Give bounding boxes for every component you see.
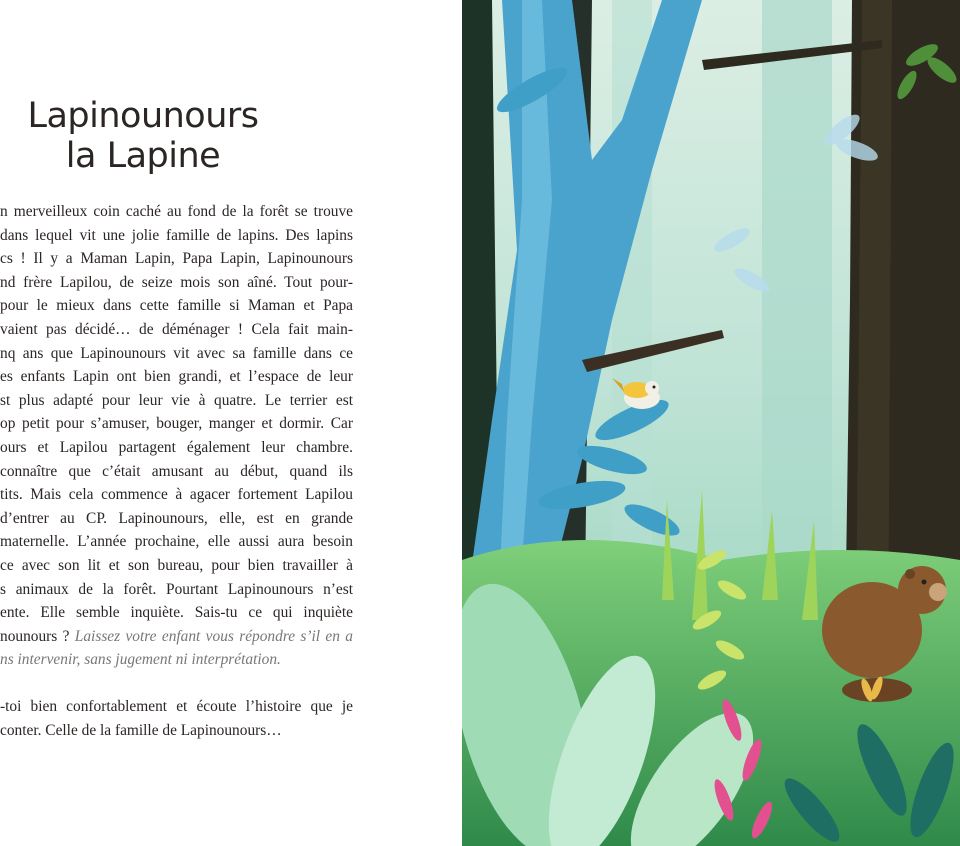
text-line: pour le mieux dans cette famille si Maman et Papa xyxy=(0,297,353,315)
text-line: ente. Elle semble inquiète. Sais-tu ce qui inquiète xyxy=(0,604,353,622)
text-line: nd frère Lapilou, de seize mois son aîné. Tout pour- xyxy=(0,273,353,291)
parent-note-line: ns intervenir, sans jugement ni interprétation. xyxy=(0,651,281,669)
text-line: nq ans que Lapinounours vit avec sa famille dans ce xyxy=(0,344,353,362)
forest-background xyxy=(462,0,960,846)
parent-note-fragment: Laissez votre enfant vous répondre s’il en a xyxy=(74,627,353,645)
text-line: dans lequel vit une jolie famille de lapins. Des lapins xyxy=(0,226,353,244)
story-text xyxy=(0,200,353,743)
text-line: maternelle. L’année prochaine, elle aussi aura besoin xyxy=(0,533,353,551)
page-title xyxy=(0,96,286,176)
text-line: d’entrer au CP. Lapinounours, elle, est en grande xyxy=(0,509,353,527)
text-line: es enfants Lapin ont bien grandi, et l’espace de leur xyxy=(0,368,353,386)
title-line-1: Lapinounours xyxy=(27,96,259,136)
text-line: conter. Celle de la famille de Lapinounours… xyxy=(0,722,282,740)
text-line: vaient pas décidé… de déménager ! Cela fait main- xyxy=(0,320,353,338)
text-line: ours et Lapilou partagent également leur chambre. xyxy=(0,438,353,456)
text-line: tits. Mais cela commence à agacer fortement Lapilou xyxy=(0,486,353,504)
text-line: st plus adapté pour leur vie à quatre. Le terrier est xyxy=(0,391,353,409)
text-line: s animaux de la forêt. Pourtant Lapinounours n’est xyxy=(0,580,353,598)
text-line: connaître que c’était amusant au début, quand ils xyxy=(0,462,353,480)
text-line: n merveilleux coin caché au fond de la forêt se trouve xyxy=(0,203,353,220)
text-line: op petit pour s’amuser, bouger, manger et dormir. Car xyxy=(0,415,353,433)
text-line: ce avec son lit et son bureau, pour bien travailler à xyxy=(0,556,353,574)
text-line: -toi bien confortablement et écoute l’histoire que je xyxy=(0,698,353,716)
forest-illustration xyxy=(462,0,960,846)
text-fragment: nounours ? xyxy=(0,627,75,645)
text-page xyxy=(0,0,462,846)
title-line-2: la Lapine xyxy=(65,136,221,176)
text-line-mixed xyxy=(0,625,353,649)
text-line: cs ! Il y a Maman Lapin, Papa Lapin, Lapinounours xyxy=(0,250,353,268)
paragraph-gap xyxy=(0,672,353,696)
